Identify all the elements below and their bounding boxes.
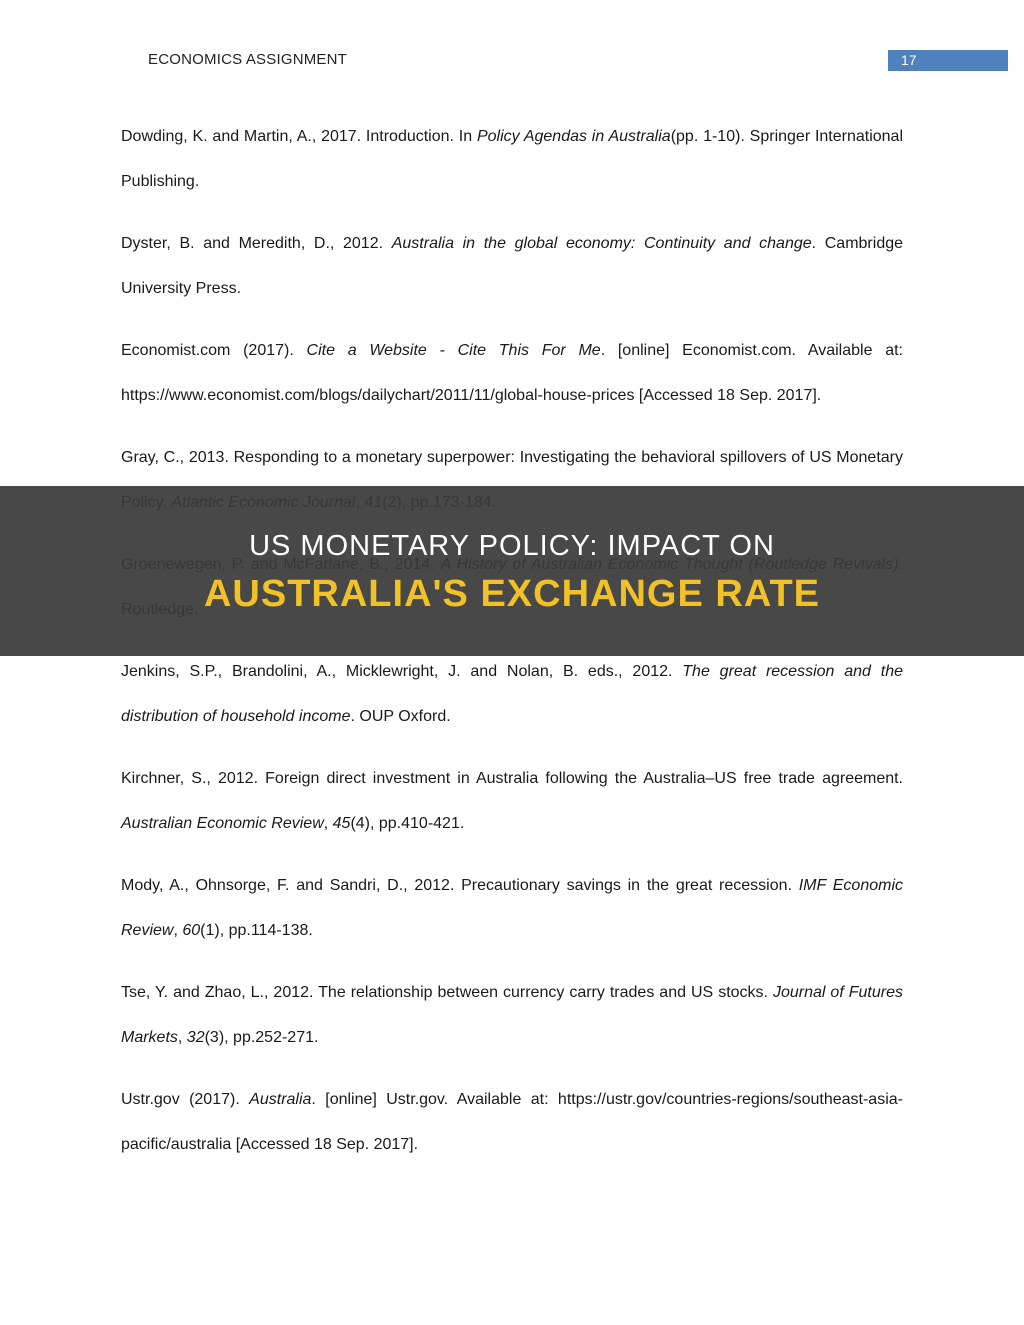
reference-text: Gray, C., 2013. Responding to a monetary superpower: Investigating the behavioral spillovers of US Monetary — [121, 449, 903, 466]
reference-title: Journal of Futures Markets — [121, 984, 903, 1046]
header-title: ECONOMICS ASSIGNMENT — [148, 51, 348, 68]
reference-text: Economist.com (2017). — [121, 342, 307, 359]
reference-text: , — [173, 922, 183, 939]
reference-volume: 45 — [332, 815, 351, 832]
banner-title-line-1: US MONETARY POLICY: IMPACT ON — [249, 530, 775, 562]
reference-title: IMF Economic Review — [121, 877, 903, 939]
reference-text: Mody, A., Ohnsorge, F. and Sandri, D., 2012. Precautionary savings in the great recession. — [121, 877, 799, 894]
reference-title: Australia in the global economy: Continuity and change — [391, 235, 812, 252]
reference-volume: 32 — [186, 1029, 205, 1046]
reference-item — [121, 221, 903, 311]
reference-title: Australian Economic Review — [121, 815, 324, 832]
reference-item — [121, 1077, 903, 1167]
reference-title: The great recession and the distribution of household income — [121, 663, 904, 725]
reference-item — [121, 756, 903, 846]
reference-text: , — [323, 815, 333, 832]
reference-text: Dyster, B. and Meredith, D., 2012. — [121, 235, 392, 252]
reference-title: Australia — [249, 1091, 312, 1108]
reference-text: Kirchner, S., 2012. Foreign direct investment in Australia following the Australia–US free trade agreement. — [121, 770, 903, 787]
title-banner — [0, 486, 1024, 656]
reference-volume: 60 — [182, 922, 201, 939]
reference-item — [121, 328, 903, 418]
reference-title: Policy Agendas in Australia — [476, 128, 671, 145]
reference-item — [121, 863, 903, 953]
reference-text: Tse, Y. and Zhao, L., 2012. The relationship between currency carry trades and US stocks. — [121, 984, 773, 1001]
reference-text: (pp. 1-10). Springer International Publishing. — [121, 128, 904, 190]
reference-text: . [online] Ustr.gov. Available at: https://ustr.gov/countries-regions/southeast-asia-pacific/australia [Accessed 18 Sep. 2017]. — [121, 1091, 903, 1153]
reference-text: (3), pp.252-271. — [204, 1029, 319, 1046]
reference-text: (4), pp.410-421. — [350, 815, 465, 832]
reference-text: (1), pp.114-138. — [200, 922, 313, 939]
reference-item — [121, 970, 903, 1060]
reference-text: , — [177, 1029, 187, 1046]
reference-text: Jenkins, S.P., Brandolini, A., Micklewright, J. and Nolan, B. eds., 2012. — [121, 663, 683, 680]
reference-title: Cite a Website - Cite This For Me — [306, 342, 601, 359]
page-number-badge: 17 — [888, 50, 1008, 71]
reference-item — [121, 114, 903, 204]
reference-text: . [online] Economist.com. Available at: https://www.economist.com/blogs/dailychart/2011/11/global-house-prices [Accessed 18 Sep. 2017]. — [121, 342, 903, 404]
reference-text: Ustr.gov (2017). — [121, 1091, 250, 1108]
reference-text: Dowding, K. and Martin, A., 2017. Introduction. In — [121, 128, 477, 145]
banner-title-line-2: AUSTRALIA'S EXCHANGE RATE — [203, 573, 821, 615]
reference-item — [121, 649, 903, 739]
reference-text: . Cambridge University Press. — [121, 235, 904, 297]
reference-text: . OUP Oxford. — [350, 708, 451, 725]
